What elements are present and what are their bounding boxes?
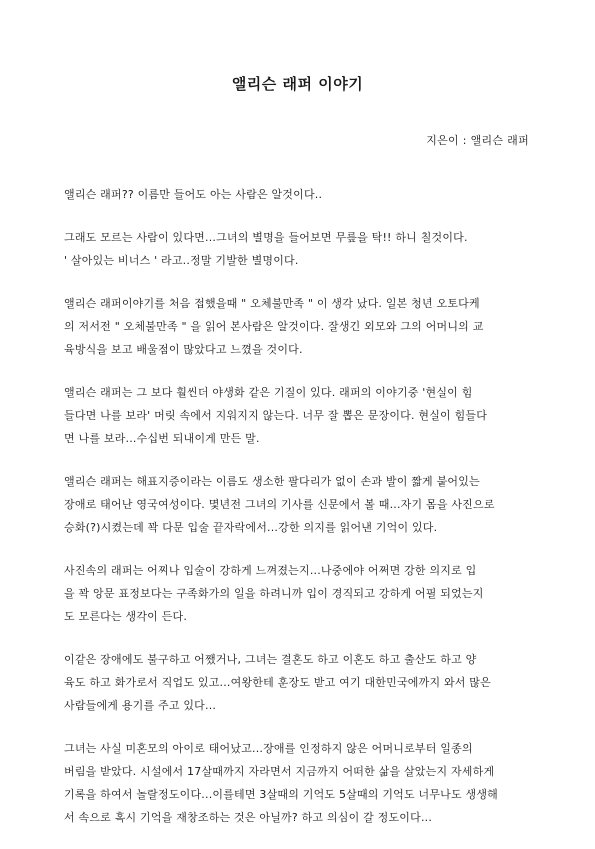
text-line: 앨리슨 래퍼는 그 보다 훨씬더 야생화 같은 기질이 있다. 래퍼의 이야기중 '현실이 힘 — [64, 386, 473, 399]
paragraph-4 — [64, 381, 526, 450]
paragraph-8 — [64, 737, 526, 829]
paragraph-7 — [64, 648, 526, 717]
text-line: 그녀는 사실 미혼모의 아이로 태어났고...장애를 인정하지 않은 어머니로부터 일종의 — [64, 742, 473, 755]
text-line: 앨리슨 래퍼?? 이름만 들어도 아는 사람은 알것이다.. — [64, 188, 323, 201]
text-line: 사람들에게 용기를 주고 있다... — [64, 699, 217, 712]
text-line: 들다면 나를 보라' 머릿 속에서 지워지지 않는다. 너무 잘 뽑은 문장이다. 현실이 힘들다 — [64, 409, 488, 422]
paragraph-2 — [64, 226, 526, 272]
text-line: 앨리슨 래퍼는 해표지증이라는 이름도 생소한 팔다리가 없이 손과 발이 짧게 붙어있는 — [64, 475, 480, 488]
text-line: 육방식을 보고 배울점이 많았다고 느꼈을 것이다. — [64, 343, 303, 356]
paragraph-6 — [64, 559, 526, 628]
author-line: 지은이 : 앨리슨 래퍼 — [426, 134, 529, 147]
text-line: 의 저서전 " 오체불만족 " 을 읽어 본사람은 알것이다. 잘생긴 외모와 그의 어머니의 교 — [64, 320, 484, 333]
text-line: 도 모른다는 생각이 든다. — [64, 610, 188, 623]
text-line: 버림을 받았다. 시설에서 17살때까지 자라면서 지금까지 어떠한 삶을 살았는지 자세하게 — [64, 765, 495, 778]
text-line: 육도 하고 화가로서 직업도 있고...여왕한테 훈장도 받고 여기 대한민국에까지 와서 많은 — [64, 676, 491, 689]
text-line: 기록을 하여서 놀랄정도이다...이를테면 3살때의 기억도 5살때의 기억도 너무나도 생생해 — [64, 788, 498, 801]
text-line: 장애로 태어난 영국여성이다. 몇년전 그녀의 기사를 신문에서 볼 때...자기 몸을 사진으로 — [64, 498, 495, 511]
paragraph-1 — [64, 183, 526, 206]
document-title: 앨리슨 래퍼 이야기 — [231, 75, 364, 93]
paragraph-5 — [64, 470, 526, 539]
text-line: 을 꽉 앙문 표정보다는 구족화가의 일을 하려니까 입이 경직되고 강하게 어필 되었는지 — [64, 587, 484, 600]
text-line: 승화(?)시켰는데 꽉 다문 입술 끝자락에서...강한 의지를 읽어낸 기억이 있다. — [64, 521, 438, 534]
text-line: 면 나를 보라...수십번 되내이게 만든 말. — [64, 432, 260, 445]
text-line: 서 속으로 혹시 기억을 재창조하는 것은 아닐까? 하고 의심이 갈 정도이다... — [64, 811, 433, 824]
text-line: 사진속의 래퍼는 어찌나 입술이 강하게 느껴졌는지...나중에야 어쩌면 강한 의지로 입 — [64, 564, 477, 577]
text-line: 그래도 모르는 사람이 있다면...그녀의 별명을 들어보면 무릎을 탁!! 하니 칠것이다. — [64, 231, 468, 244]
text-line: 앨리슨 래퍼이야기를 처음 접했을때 " 오체불만족 " 이 생각 났다. 일본 청년 오토다케 — [64, 297, 480, 310]
text-line: ' 살아있는 비너스 ' 라고..정말 기발한 별명이다. — [64, 254, 299, 267]
paragraph-3 — [64, 292, 526, 361]
document-body — [64, 183, 526, 849]
text-line: 이같은 장애에도 불구하고 어쨌거나, 그녀는 결혼도 하고 이혼도 하고 출산도 하고 양 — [64, 653, 477, 666]
